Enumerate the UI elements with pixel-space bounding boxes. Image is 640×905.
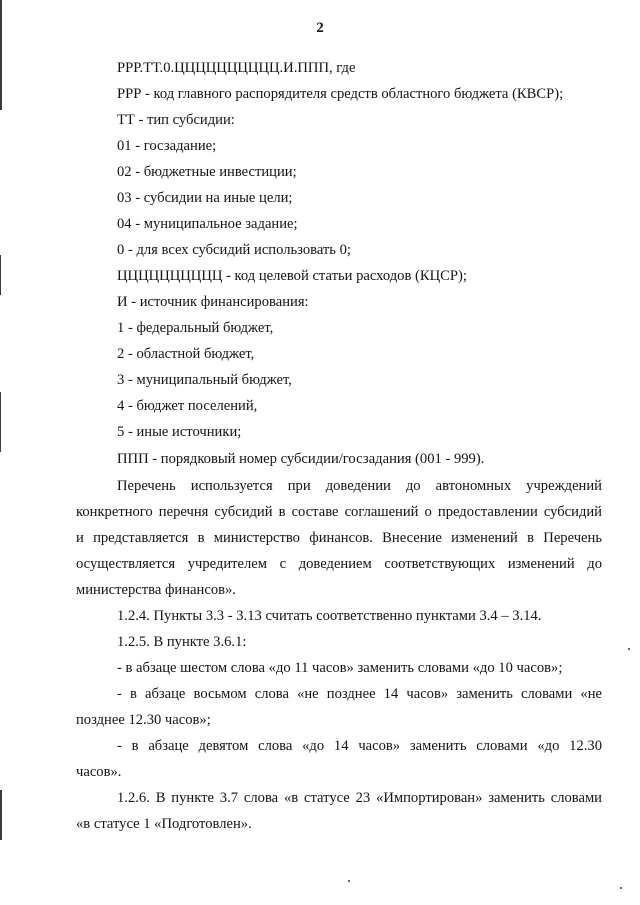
scan-edge-line [0,0,2,110]
bullet-line-continuation: позднее 12.30 часов»; [76,712,211,728]
definition-line: 02 - бюджетные инвестиции; [117,164,297,180]
definition-line: 5 - иные источники; [117,424,242,440]
bullet-line: - в абзаце девятом слова «до 14 часов» заменить словами «до 12.30 [117,738,602,754]
paragraph-line: министерства финансов». [76,582,236,598]
scan-speck [628,648,630,650]
definition-line: 04 - муниципальное задание; [117,216,298,232]
definition-line: 1 - федеральный бюджет, [117,320,274,336]
scan-speck [348,880,350,882]
code-format-line: РРР.ТТ.0.ЦЦЦЦЦЦЦЦЦЦ.И.ППП, где [117,60,356,76]
item-1-2-6: 1.2.6. В пункте 3.7 слова «в статусе 23 «Импортирован» заменить словами [117,790,602,806]
scan-edge-line [0,255,1,295]
bullet-line-continuation: часов». [76,764,122,780]
item-1-2-5: 1.2.5. В пункте 3.6.1: [117,634,247,650]
definition-line: РРР - код главного распорядителя средств областного бюджета (КВСР); [117,86,564,102]
scan-edge-line [0,790,2,840]
page-number: 2 [316,20,324,36]
bullet-line: - в абзаце шестом слова «до 11 часов» заменить словами «до 10 часов»; [117,660,563,676]
definition-line: ППП - порядковый номер субсидии/госзадания (001 - 999). [117,451,485,467]
item-1-2-6-continuation: «в статусе 1 «Подготовлен». [76,816,252,832]
definition-line: ЦЦЦЦЦЦЦЦЦЦ - код целевой статьи расходов (КЦСР); [117,268,467,284]
paragraph-line: конкретного перечня субсидий в составе соглашений о предоставлении субсидий [76,504,602,520]
definition-line: 3 - муниципальный бюджет, [117,372,292,388]
paragraph-line: осуществляется учредителем с доведением соответствующих изменений до [76,556,602,572]
definition-line: 03 - субсидии на иные цели; [117,190,293,206]
scan-speck [620,887,622,889]
definition-line: 0 - для всех субсидий использовать 0; [117,242,351,258]
item-1-2-4: 1.2.4. Пункты 3.3 - 3.13 считать соответственно пунктами 3.4 – 3.14. [117,608,542,624]
definition-line: 2 - областной бюджет, [117,346,255,362]
definition-line: ТТ - тип субсидии: [117,112,235,128]
definition-line: 4 - бюджет поселений, [117,398,258,414]
definition-line: И - источник финансирования: [117,294,309,310]
definition-line: 01 - госзадание; [117,138,217,154]
paragraph-line: и представляется в министерство финансов. Внесение изменений в Перечень [76,530,602,546]
bullet-line: - в абзаце восьмом слова «не позднее 14 часов» заменить словами «не [117,686,602,702]
scan-edge-line [0,392,1,452]
paragraph-line: Перечень используется при доведении до автономных учреждений [117,478,602,494]
